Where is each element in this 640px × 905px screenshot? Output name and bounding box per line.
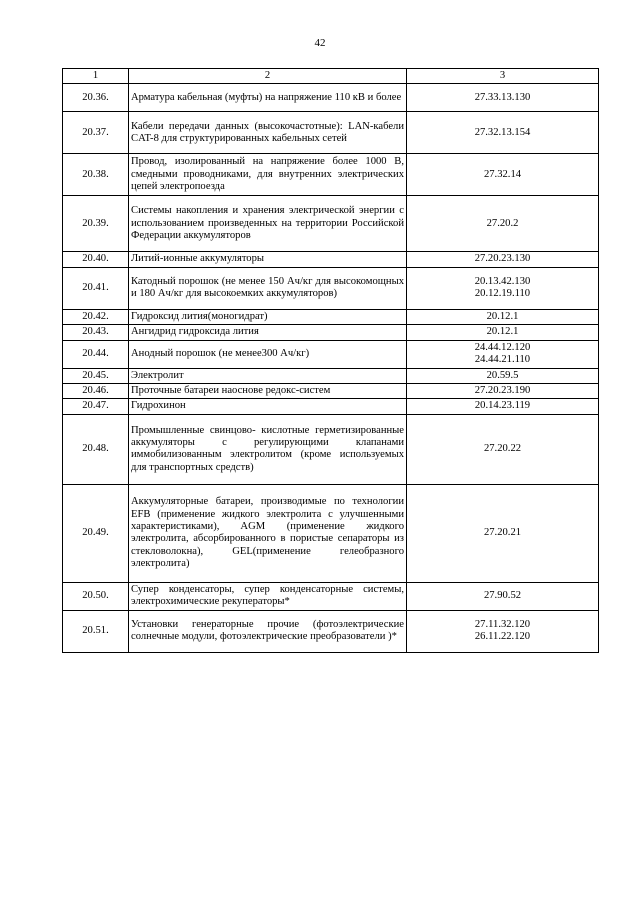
table-row bbox=[63, 154, 599, 196]
row-code: 27.20.2 bbox=[486, 217, 519, 229]
table-header-row bbox=[63, 69, 599, 84]
row-code-cell bbox=[407, 196, 599, 252]
row-description: Проточные батареи наоснове редокс-систем bbox=[129, 384, 407, 399]
row-number: 20.46. bbox=[63, 384, 129, 399]
row-code-cell bbox=[407, 610, 599, 652]
row-code-cell bbox=[407, 267, 599, 309]
row-number: 20.48. bbox=[63, 414, 129, 484]
row-description: Аккумуляторные батареи, производимые по технологии EFB (применение жидкого электролита с улучшенными характеристиками), AGM (применение жидкого электролита, абсорбированного в пористые сепараторы из стекловолокна), GEL(применение гелеобразного электролита) bbox=[129, 484, 407, 582]
row-code: 24.44.12.120 bbox=[474, 341, 531, 353]
row-code-cell bbox=[407, 340, 599, 368]
row-description: Анодный порошок (не менее300 Ач/кг) bbox=[129, 340, 407, 368]
table-row bbox=[63, 267, 599, 309]
row-description: Электролит bbox=[129, 368, 407, 383]
row-description: Гидроксид лития(моногидрат) bbox=[129, 309, 407, 324]
row-number: 20.49. bbox=[63, 484, 129, 582]
row-code: 24.44.21.110 bbox=[474, 354, 531, 366]
table-row bbox=[63, 340, 599, 368]
row-description: Системы накопления и хранения электрической энергии с использованием произведенных на территории Российской Федерации аккумуляторов bbox=[129, 196, 407, 252]
row-number: 20.41. bbox=[63, 267, 129, 309]
row-code-cell bbox=[407, 325, 599, 340]
table-row bbox=[63, 112, 599, 154]
row-description: Провод, изолированный на напряжение более 1000 В, смедными проводниками, для внутренних электрических цепей электропоезда bbox=[129, 154, 407, 196]
table-row bbox=[63, 309, 599, 324]
row-code: 27.33.13.130 bbox=[474, 91, 531, 103]
row-number: 20.47. bbox=[63, 399, 129, 414]
table-row bbox=[63, 252, 599, 267]
column-header-code: 3 bbox=[407, 69, 599, 84]
row-code: 27.32.13.154 bbox=[474, 126, 531, 138]
row-number: 20.44. bbox=[63, 340, 129, 368]
row-description: Промышленные свинцово- кислотные герметизированные аккумуляторы с регулирующими клапанами иммобилизованным электролитом (кроме используемых для транспортных средств) bbox=[129, 414, 407, 484]
row-number: 20.37. bbox=[63, 112, 129, 154]
row-description: Супер конденсаторы, супер конденсаторные системы, электрохимические рекуператоры* bbox=[129, 582, 407, 610]
row-code: 27.32.14 bbox=[483, 168, 522, 180]
row-description: Катодный порошок (не менее 150 Ач/кг для высокомощных и 180 Ач/кг для высокоемких аккумуляторов) bbox=[129, 267, 407, 309]
row-number: 20.38. bbox=[63, 154, 129, 196]
row-code: 20.59.5 bbox=[486, 369, 519, 381]
row-code-cell bbox=[407, 414, 599, 484]
table-row bbox=[63, 484, 599, 582]
row-code-cell bbox=[407, 84, 599, 112]
row-code: 26.11.22.120 bbox=[474, 631, 531, 643]
table-body bbox=[63, 84, 599, 652]
row-number: 20.50. bbox=[63, 582, 129, 610]
table-row bbox=[63, 582, 599, 610]
row-code: 20.12.1 bbox=[486, 326, 519, 338]
row-number: 20.43. bbox=[63, 325, 129, 340]
row-description: Установки генераторные прочие (фотоэлектрические солнечные модули, фотоэлектрические преобразователи )* bbox=[129, 610, 407, 652]
row-code-cell bbox=[407, 582, 599, 610]
table-row bbox=[63, 196, 599, 252]
row-code-cell bbox=[407, 484, 599, 582]
row-code-cell bbox=[407, 399, 599, 414]
row-code-cell bbox=[407, 112, 599, 154]
row-description: Кабели передачи данных (высокочастотные): LAN-кабели CAT-8 для структурированных кабельных сетей bbox=[129, 112, 407, 154]
row-code-cell bbox=[407, 384, 599, 399]
table-row bbox=[63, 414, 599, 484]
row-code: 27.20.23.130 bbox=[474, 253, 531, 265]
row-number: 20.51. bbox=[63, 610, 129, 652]
row-number: 20.45. bbox=[63, 368, 129, 383]
row-number: 20.42. bbox=[63, 309, 129, 324]
row-code: 27.11.32.120 bbox=[474, 618, 531, 630]
table-row bbox=[63, 399, 599, 414]
column-header-description: 2 bbox=[129, 69, 407, 84]
row-code: 20.12.19.110 bbox=[474, 288, 531, 300]
table-row bbox=[63, 610, 599, 652]
row-code-cell bbox=[407, 309, 599, 324]
table-row bbox=[63, 384, 599, 399]
row-code: 20.13.42.130 bbox=[474, 275, 531, 287]
table-row bbox=[63, 325, 599, 340]
row-description: Гидрохинон bbox=[129, 399, 407, 414]
row-number: 20.36. bbox=[63, 84, 129, 112]
row-code: 27.20.21 bbox=[483, 527, 522, 539]
row-description: Ангидрид гидроксида лития bbox=[129, 325, 407, 340]
column-header-number: 1 bbox=[63, 69, 129, 84]
table-row bbox=[63, 368, 599, 383]
row-code: 27.90.52 bbox=[483, 590, 522, 602]
row-code: 20.14.23.119 bbox=[474, 400, 531, 412]
row-code: 27.20.23.190 bbox=[474, 385, 531, 397]
row-number: 20.39. bbox=[63, 196, 129, 252]
row-code-cell bbox=[407, 252, 599, 267]
row-code-cell bbox=[407, 368, 599, 383]
row-number: 20.40. bbox=[63, 252, 129, 267]
products-table bbox=[62, 68, 599, 653]
row-code: 27.20.22 bbox=[483, 443, 522, 455]
page-number: 42 bbox=[314, 37, 326, 49]
row-description: Арматура кабельная (муфты) на напряжение 110 кВ и более bbox=[129, 84, 407, 112]
row-code: 20.12.1 bbox=[486, 310, 519, 322]
row-description: Литий-ионные аккумуляторы bbox=[129, 252, 407, 267]
row-code-cell bbox=[407, 154, 599, 196]
table-row bbox=[63, 84, 599, 112]
